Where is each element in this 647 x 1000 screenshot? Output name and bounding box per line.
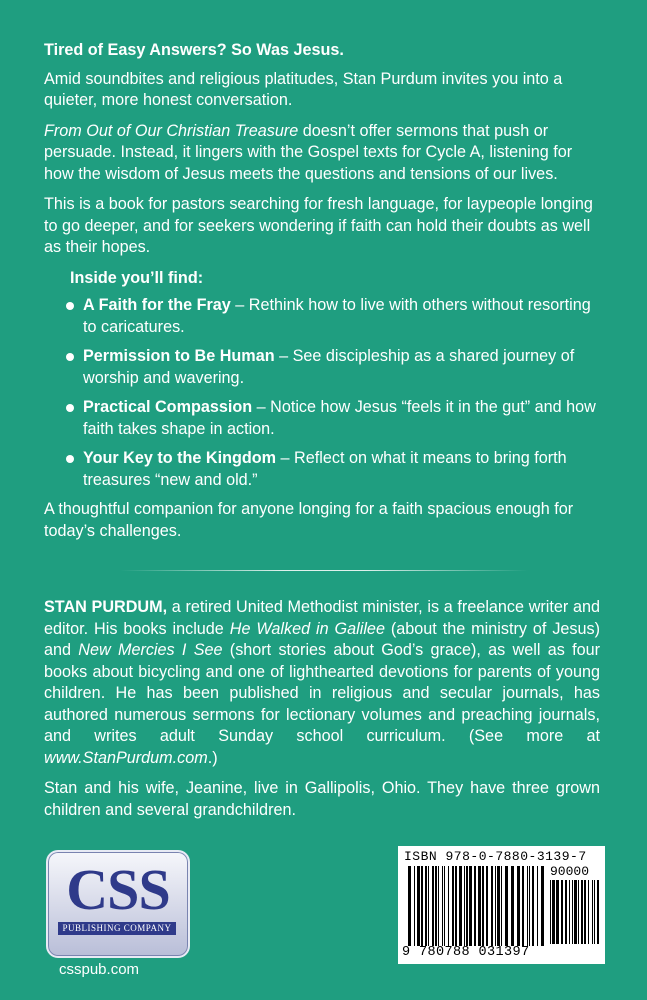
barcode-bar bbox=[466, 866, 468, 946]
barcode-bar bbox=[459, 866, 462, 946]
bio-paragraph bbox=[44, 597, 600, 769]
barcode-bar bbox=[425, 866, 427, 946]
barcode-bar bbox=[442, 866, 443, 946]
barcode-bar bbox=[452, 866, 454, 946]
barcode-bar bbox=[578, 880, 579, 944]
barcode-bar bbox=[584, 880, 586, 944]
barcode-bar bbox=[561, 880, 563, 944]
family-paragraph: Stan and his wife, Jeanine, live in Gallipolis, Ohio. They have three grown children and several grandchildren. bbox=[44, 779, 600, 819]
bio-text: .) bbox=[207, 748, 218, 767]
inside-title: Inside you’ll find: bbox=[70, 268, 204, 287]
barcode-bar bbox=[444, 866, 445, 946]
feature-item bbox=[44, 397, 604, 440]
barcode-bar bbox=[588, 880, 589, 944]
barcode-bar bbox=[432, 866, 434, 946]
barcode-bar bbox=[552, 880, 555, 944]
closing-paragraph: A thoughtful companion for anyone longing for a faith spacious enough for today’s challenges. bbox=[44, 500, 574, 540]
feature-list bbox=[44, 295, 604, 491]
addon-bars bbox=[550, 880, 600, 944]
feature-text: – See discipleship as a shared journey of worship and wavering. bbox=[83, 347, 575, 387]
back-cover-copy bbox=[44, 40, 604, 551]
barcode-bar bbox=[581, 880, 583, 944]
barcode-bar bbox=[414, 866, 415, 946]
barcode-bar bbox=[497, 866, 500, 946]
barcode-bar bbox=[565, 880, 567, 944]
barcode-bar bbox=[486, 866, 488, 946]
barcode-bar bbox=[482, 866, 484, 946]
feature-item bbox=[44, 295, 604, 338]
feature-item bbox=[44, 448, 604, 491]
barcode-bar bbox=[572, 880, 573, 944]
publisher-logo bbox=[46, 850, 190, 958]
barcode-bar bbox=[574, 880, 577, 944]
bullet-icon bbox=[66, 404, 74, 412]
publisher-site: csspub.com bbox=[59, 961, 140, 978]
barcode-bar bbox=[501, 866, 502, 946]
headline: Tired of Easy Answers? So Was Jesus. bbox=[44, 41, 344, 59]
bio-text: (about the ministry of Jesus) and bbox=[44, 619, 601, 659]
audience-paragraph: This is a book for pastors searching for fresh language, for laypeople longing to go deeper, and for seekers wondering if faith can hold their doubts as well as their hopes. bbox=[44, 195, 593, 256]
barcode-bar bbox=[448, 866, 449, 946]
barcode-bar bbox=[478, 866, 481, 946]
barcode-bar bbox=[527, 866, 528, 946]
barcode-bar bbox=[428, 866, 429, 946]
feature-text: – Reflect on what it means to bring forth treasures “new and old.” bbox=[83, 449, 567, 489]
barcode-bar bbox=[435, 866, 437, 946]
barcode-bar bbox=[438, 866, 439, 946]
barcode-bar bbox=[541, 866, 544, 946]
barcode-bar bbox=[594, 880, 595, 944]
barcode-bar bbox=[529, 866, 530, 946]
bio-text: (short stories about God’s grace), as well as four books about bicycling and one of lighthearted devotions for parents of young children. He has been published in religious and secular journals, has authored numerous sermons for lectionary volumes and preaching journals, and writes adult Sunday school curriculum. (See more at bbox=[44, 641, 600, 745]
description-paragraph bbox=[44, 121, 604, 186]
feature-name: Practical Compassion bbox=[83, 398, 253, 416]
isbn-text: ISBN 978-0-7880-3139-7 bbox=[404, 849, 587, 864]
barcode-bar bbox=[537, 866, 538, 946]
barcode-bar bbox=[474, 866, 476, 946]
barcode-bar bbox=[464, 866, 465, 946]
description-text: doesn’t offer sermons that push or persuade. Instead, it lingers with the Gospel texts for Cycle A, listening for how the wisdom of Jesus meets the questions and tensions of our lives. bbox=[44, 121, 573, 183]
barcode-bar bbox=[495, 866, 496, 946]
barcode-bar bbox=[569, 880, 570, 944]
author-website: www.StanPurdum.com bbox=[44, 748, 208, 767]
feature-name: A Faith for the Fray bbox=[83, 296, 231, 314]
barcode-bar bbox=[592, 880, 593, 944]
feature-name: Your Key to the Kingdom bbox=[83, 449, 277, 467]
logo-letters: CSS bbox=[66, 857, 170, 922]
barcode-bar bbox=[597, 880, 599, 944]
ean-bars bbox=[408, 866, 544, 946]
bullet-icon bbox=[66, 353, 74, 361]
barcode-bar bbox=[417, 866, 420, 946]
logo-band: PUBLISHING COMPANY bbox=[58, 922, 176, 935]
book-title-1: He Walked in Galilee bbox=[229, 619, 385, 638]
feature-text: – Rethink how to live with others without resorting to caricatures. bbox=[83, 296, 591, 336]
barcode-bar bbox=[408, 866, 411, 946]
barcode-bar bbox=[491, 866, 493, 946]
feature-text: – Notice how Jesus “feels it in the gut” and how faith takes shape in action. bbox=[83, 398, 596, 438]
isbn-barcode bbox=[398, 846, 605, 964]
feature-item bbox=[44, 346, 604, 389]
bio-text: a retired United Methodist minister, is a freelance writer and editor. His books include bbox=[44, 598, 600, 638]
intro-paragraph: Amid soundbites and religious platitudes, Stan Purdum invites you into a quieter, more honest conversation. bbox=[44, 69, 563, 109]
bullet-icon bbox=[66, 302, 74, 310]
author-bio bbox=[44, 597, 600, 821]
barcode-bar bbox=[421, 866, 423, 946]
barcode-bar bbox=[550, 880, 551, 944]
barcode-bar bbox=[455, 866, 457, 946]
section-divider bbox=[120, 570, 528, 571]
author-name: STAN PURDUM, bbox=[44, 598, 168, 616]
book-title: From Out of Our Christian Treasure bbox=[44, 121, 299, 140]
barcode-bar bbox=[517, 866, 520, 946]
barcode-bar bbox=[522, 866, 524, 946]
price-code-text: 90000 bbox=[550, 864, 590, 879]
ean-digits: 9 780788 031397 bbox=[402, 945, 530, 960]
barcode-bar bbox=[532, 866, 534, 946]
barcode-bar bbox=[469, 866, 472, 946]
feature-name: Permission to Be Human bbox=[83, 347, 275, 365]
bullet-icon bbox=[66, 455, 74, 463]
barcode-bar bbox=[505, 866, 508, 946]
book-title-2: New Mercies I See bbox=[78, 641, 223, 659]
barcode-bar bbox=[511, 866, 514, 946]
barcode-bar bbox=[556, 880, 559, 944]
